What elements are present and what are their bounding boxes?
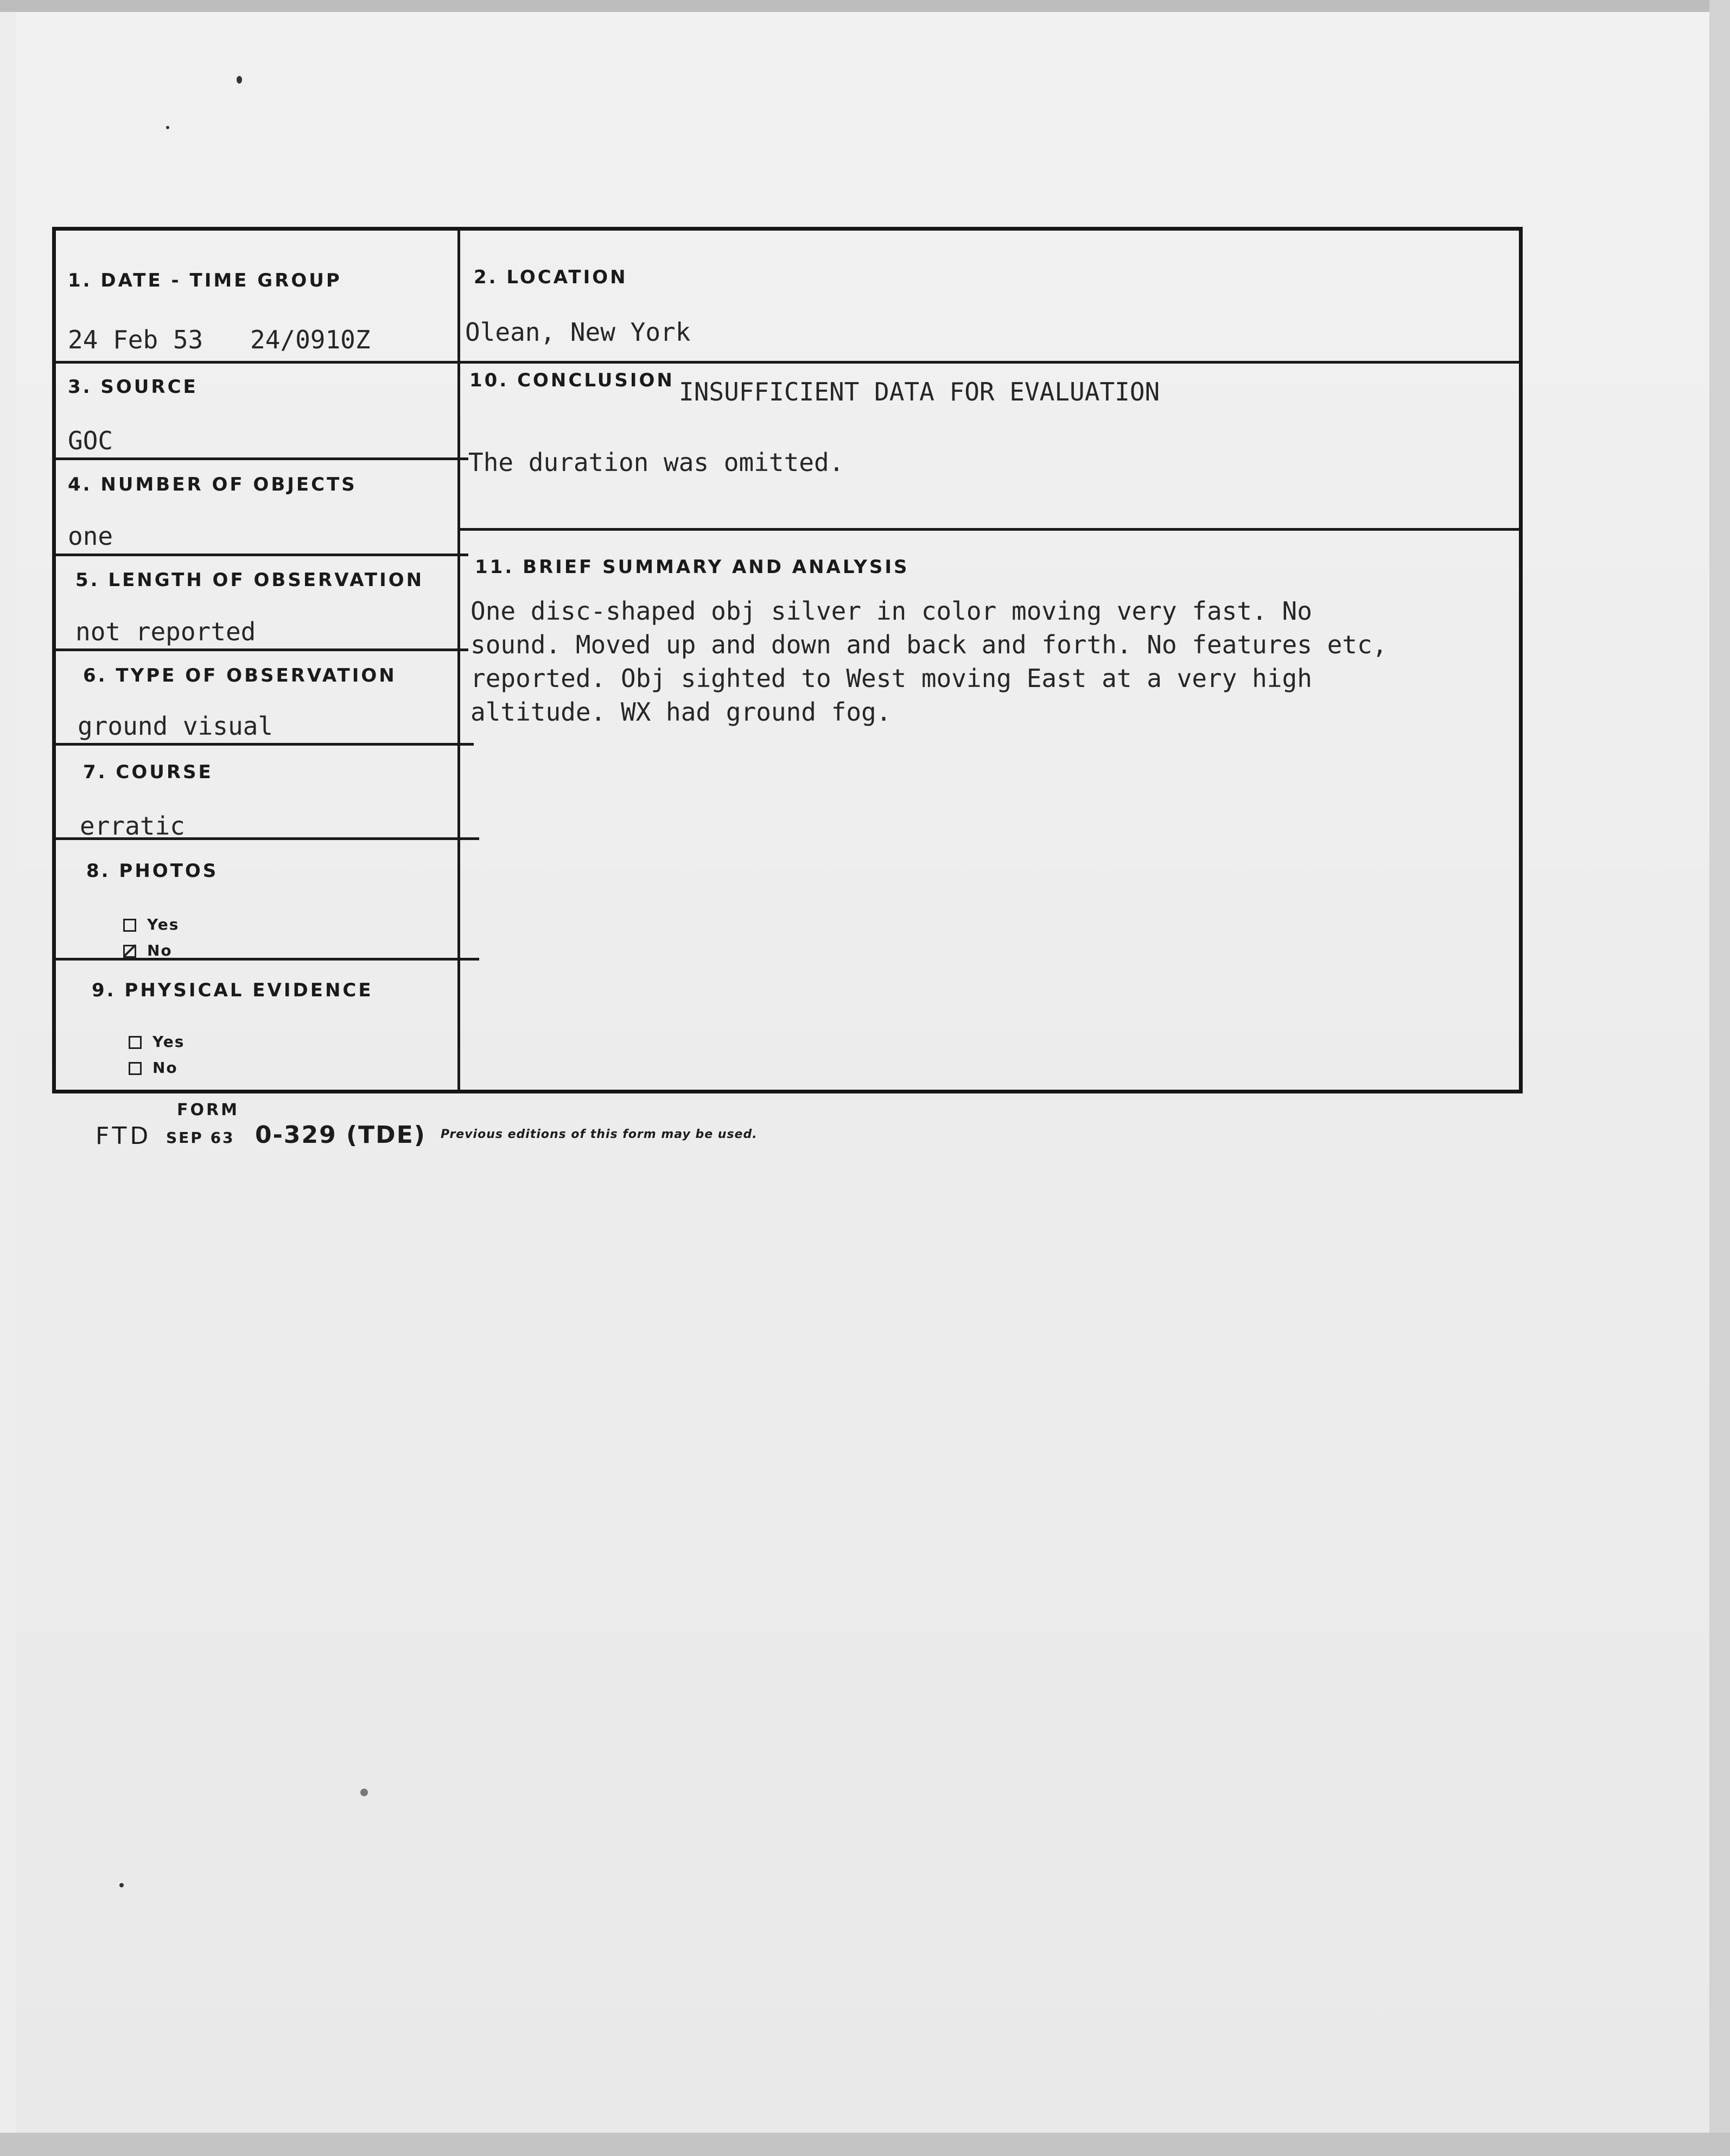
checkbox-icon[interactable] — [129, 1036, 142, 1049]
scan-edge-right — [1709, 0, 1730, 2156]
photos-no-option[interactable]: No — [123, 942, 173, 959]
rule-top-row — [56, 361, 1521, 364]
footer-ftd: FTD — [96, 1122, 152, 1150]
rule-type — [56, 743, 474, 746]
course-label: 7. COURSE — [83, 761, 213, 783]
length-of-observation-value: not reported — [75, 617, 256, 646]
conclusion-note: The duration was omitted. — [468, 448, 844, 477]
project-card-form — [52, 227, 1523, 1093]
date-time-group-label: 1. DATE - TIME GROUP — [68, 270, 342, 291]
summary-text — [470, 594, 1474, 729]
number-of-objects-label: 4. NUMBER OF OBJECTS — [68, 474, 357, 495]
physical-evidence-no-option[interactable]: No — [129, 1059, 178, 1077]
rule-length — [56, 648, 468, 651]
summary-line: One disc-shaped obj silver in color moving very fast. No — [470, 596, 1312, 626]
source-label: 3. SOURCE — [68, 376, 198, 398]
conclusion-label: 10. CONCLUSION — [469, 370, 675, 391]
physical-evidence-label: 9. PHYSICAL EVIDENCE — [92, 980, 373, 1001]
footer-date-code: SEP 63 — [166, 1129, 235, 1147]
time-value: 24/0910Z — [250, 325, 371, 354]
number-of-objects-value: one — [68, 521, 113, 551]
rule-conclusion-bottom — [457, 528, 1521, 531]
checkbox-icon[interactable] — [123, 919, 136, 932]
rule-objects — [56, 554, 468, 556]
photos-yes-option[interactable]: Yes — [123, 915, 179, 933]
scan-speck — [166, 126, 169, 129]
summary-line: altitude. WX had ground fog. — [470, 697, 892, 727]
course-value: erratic — [80, 811, 185, 841]
location-label: 2. LOCATION — [474, 266, 628, 288]
rule-source — [56, 457, 468, 460]
type-of-observation-value: ground visual — [78, 711, 274, 741]
rule-photos — [56, 958, 479, 961]
location-value: Olean, New York — [465, 317, 691, 347]
footer-previous-editions: Previous editions of this form may be used. — [441, 1128, 758, 1141]
physical-evidence-yes-option[interactable]: Yes — [129, 1033, 185, 1051]
type-of-observation-label: 6. TYPE OF OBSERVATION — [83, 665, 397, 686]
footer-form-number: 0-329 (TDE) — [255, 1121, 426, 1149]
scan-edge-top — [0, 0, 1730, 12]
length-of-observation-label: 5. LENGTH OF OBSERVATION — [75, 569, 424, 591]
photos-label: 8. PHOTOS — [86, 860, 219, 882]
summary-line: sound. Moved up and down and back and forth. No features etc, — [470, 630, 1388, 659]
scan-edge-bottom — [0, 2133, 1730, 2156]
summary-label: 11. BRIEF SUMMARY AND ANALYSIS — [475, 556, 909, 578]
rule-vertical-divider — [457, 231, 460, 1090]
scan-speck — [360, 1789, 368, 1796]
date-value: 24 Feb 53 — [68, 325, 203, 354]
conclusion-value: INSUFFICIENT DATA FOR EVALUATION — [679, 377, 1160, 406]
source-value: GOC — [68, 426, 113, 455]
summary-line: reported. Obj sighted to West moving East at a very high — [470, 664, 1312, 693]
checked-box-icon[interactable] — [123, 945, 136, 958]
scan-speck — [237, 76, 242, 84]
footer-form-word: FORM — [177, 1101, 239, 1120]
checkbox-icon[interactable] — [129, 1062, 142, 1075]
scan-speck — [119, 1883, 124, 1887]
